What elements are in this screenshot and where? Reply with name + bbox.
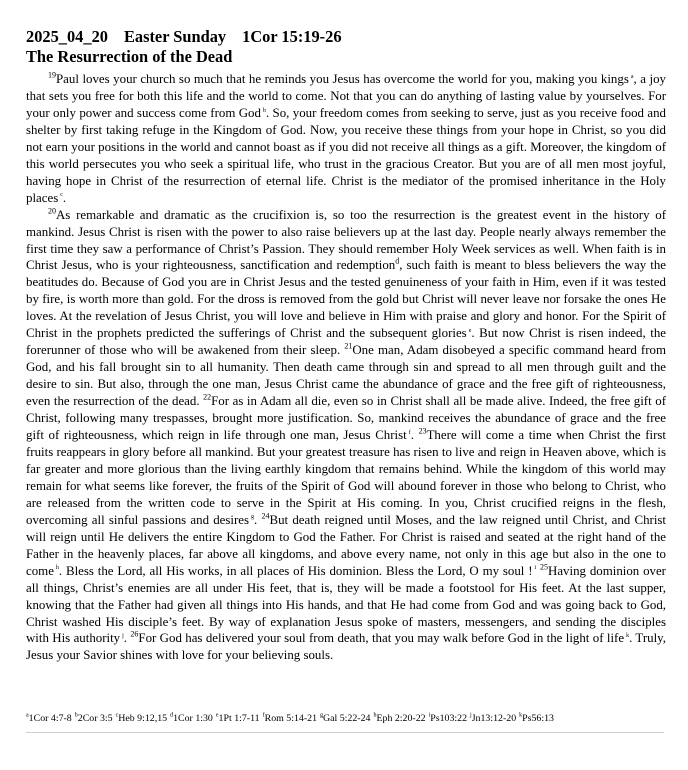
- footnote-letter: g: [320, 712, 324, 719]
- header-line: [26, 27, 666, 47]
- text-run: . So, your freedom comes from seeking to serve, just as you receive food and shelter by first taking refuge in the Kingdom of God. Now, you receive these things from your hope in Christ, so you did not earn your positions in the world and cannot boast as if you did not receive all things as a gift. Moreover, the kingdom of this world persecutes you who seek a spiritual life, who trust in the gracious Creator. But you are of all men most joyful, having hope in Christ of the resurrection of eternal life. Christ is the mediator of the promised inheritance in the Holy places: [26, 105, 666, 205]
- footnote-reference: Jn13:12-20: [471, 713, 517, 724]
- footnote-letter: i: [428, 712, 431, 719]
- footnote-letter: k: [519, 712, 523, 719]
- footnote-entry: [263, 713, 317, 724]
- footnote-reference: 1Cor 1:30: [173, 713, 213, 724]
- footnote-entry: [373, 713, 425, 724]
- document-header: [26, 27, 666, 67]
- footnote-reference: Rom 5:14-21: [264, 713, 318, 724]
- footnote-entry: [519, 713, 554, 724]
- footnote-marker: b: [262, 107, 266, 114]
- sermon-occasion: Easter Sunday: [123, 27, 227, 46]
- paragraph: [26, 207, 666, 665]
- verse-number: 20: [48, 206, 56, 216]
- text-run: As remarkable and dramatic as the crucifixion is, so too the resurrection is the greatest event in the history of mankind. Jesus Christ is risen with the power to also raise believers up at the last day. People nearly always remember the first time they saw a performance of Christ’s Passion. They should remember Holy Week services as well. When faith is in Christ Jesus, who is your righteousness, sanctification and redemption: [26, 207, 666, 273]
- verse-number: 24: [261, 511, 270, 521]
- footnote-letter: c: [115, 712, 119, 719]
- footnote-reference: Ps103:22: [430, 713, 468, 724]
- text-run: For as in Adam all die, even so in Christ shall all be made alive. Indeed, the free gift of Christ, following many trespasses, brought more justification. So, mankind receives the abundance of grace and the free gift of righteousness, which reign in life through one man, Jesus Christ: [26, 394, 666, 443]
- sermon-date: 2025_04_20: [26, 27, 108, 46]
- footnote-entry: [320, 713, 370, 724]
- footnote-reference: 1Pt 1:7-11: [218, 713, 260, 724]
- verse-number: d: [395, 257, 400, 267]
- footnote-letter: j: [470, 712, 472, 719]
- verse-number: 26: [130, 630, 139, 640]
- text-run: Paul loves your church so much that he reminds you Jesus has overcome the world for you, making you kings: [56, 72, 629, 86]
- text-run: . Truly, Jesus your Savior shines with love for your believing souls.: [26, 631, 666, 663]
- footnote-letter: b: [74, 712, 78, 719]
- footnote-entry: [26, 713, 72, 724]
- footnote-entry: [116, 713, 168, 724]
- footnote-letter: d: [170, 712, 174, 719]
- footnote-marker: h: [55, 565, 59, 572]
- text-run: , such faith is meant to bless believers the way the beatitudes do. Because of God you are in Christ Jesus and the tested genuineness of your faith in Him, even if it was tested by fire, is worth more than gold. For the dross is removed from the gold but Christ will never leave nor forsake the ones He loves. At the revelation of Jesus Christ, you will love and believe in Him with praise and glory and honor. For the Spirit of Christ in the prophets predicted the sufferings of Christ and the subsequent glories: [26, 258, 666, 341]
- footnote-marker: a: [630, 73, 634, 80]
- footnote-marker: k: [626, 633, 630, 640]
- footnote-marker: i: [534, 565, 537, 572]
- footnote-letter: h: [373, 712, 377, 719]
- text-run: But death reigned until Moses, and the law reigned until Christ, and Christ will reign until He delivers the entire Kingdom to God the Father. For Christ is raised and seated at the right hand of the Father in the heavenly places, far above all kingdoms, and above every name, not only in this age but also in the one to come: [26, 512, 666, 578]
- scripture-reference: 1Cor 15:19-26: [242, 27, 342, 46]
- footnote-marker: c: [60, 192, 63, 199]
- footnote-reference: Eph 2:20-22: [376, 713, 426, 724]
- text-run: For God has delivered your soul from death, that you may walk before God in the light of life: [138, 631, 625, 646]
- verse-number: 23: [418, 426, 427, 436]
- footnote-entry: [170, 713, 213, 724]
- footnote-entry: [75, 713, 113, 724]
- sermon-title: The Resurrection of the Dead: [26, 47, 233, 66]
- text-run: . Bless the Lord, all His works, in all places of His dominion. Bless the Lord, O my soul !: [58, 563, 533, 578]
- bottom-divider: [26, 732, 664, 733]
- footnote-entry: [216, 713, 260, 724]
- verse-number: 25: [540, 562, 549, 572]
- footnote-reference: Heb 9:12,15: [118, 713, 168, 724]
- footnote-entry: [429, 713, 467, 724]
- sermon-body: [26, 71, 666, 664]
- footnote-letter: e: [215, 712, 219, 719]
- text-run: , a joy that sets you free for both this life and the world to come. Not that you can do anything of lasting value by yourselves. For your only power and success come from God: [26, 72, 666, 120]
- text-run: .: [254, 512, 262, 527]
- footnote-letter: a: [26, 712, 29, 719]
- paragraph: [26, 71, 666, 207]
- footnote-reference: Ps56:13: [522, 713, 554, 724]
- text-run: .: [123, 631, 131, 646]
- verse-number: 19: [48, 70, 56, 80]
- footnote-reference: 1Cor 4:7-8: [28, 713, 72, 724]
- footnote-marker: e: [468, 328, 472, 334]
- footnote-marker: f: [408, 429, 411, 436]
- text-run: Having dominion over all things, Christ’s enemies are all under His feet, that is, they will be made a footstool for His feet. At the last supper, knowing that the Father had given all things into His hands, and that He had come from God and was going back to God, Christ washed His disciple’s feet. By way of explanation Jesus spoke of masters, messengers, and sending the disciples with His authority: [26, 563, 666, 646]
- text-run: One man, Adam disobeyed a specific command heard from God, and his fall brought sin to all humanity. Then death came through sin and spread to all men through guilt and the desire to sin. But also, through the one man, Jesus Christ came the abundance of grace and the free gift of righteousness, even the resurrection of the dead.: [26, 343, 666, 409]
- footnote-marker: g: [251, 514, 255, 521]
- text-run: There will come a time when Christ the first fruits reappears in glory before all mankind. But your greatest treasure has risen to live and reign in Heaven above, which is far greater and more glorious than the living earthly kingdom that remains behind. While the kingdom of this world may remain for what seems like forever, the fruits of the Spirit of God will abound forever in those who belong to Christ, who are released from the written code to serve in the Spirit at His coming. In you, Christ crucified reigns in the flesh, overcoming all sinful passions and desires: [26, 428, 666, 527]
- footnotes: [26, 712, 676, 725]
- footnote-marker: j: [122, 633, 124, 640]
- verse-number: 21: [344, 341, 353, 351]
- text-run: . But now Christ is risen indeed, the forerunner of those who will be awakened from their sleep.: [26, 326, 667, 358]
- footnote-letter: f: [262, 712, 265, 719]
- verse-number: 22: [203, 392, 212, 402]
- footnote-reference: Gal 5:22-24: [323, 713, 371, 724]
- text-run: .: [62, 190, 67, 205]
- footnote-entry: [470, 713, 516, 724]
- text-run: .: [410, 428, 419, 443]
- footnote-reference: 2Cor 3:5: [77, 713, 113, 724]
